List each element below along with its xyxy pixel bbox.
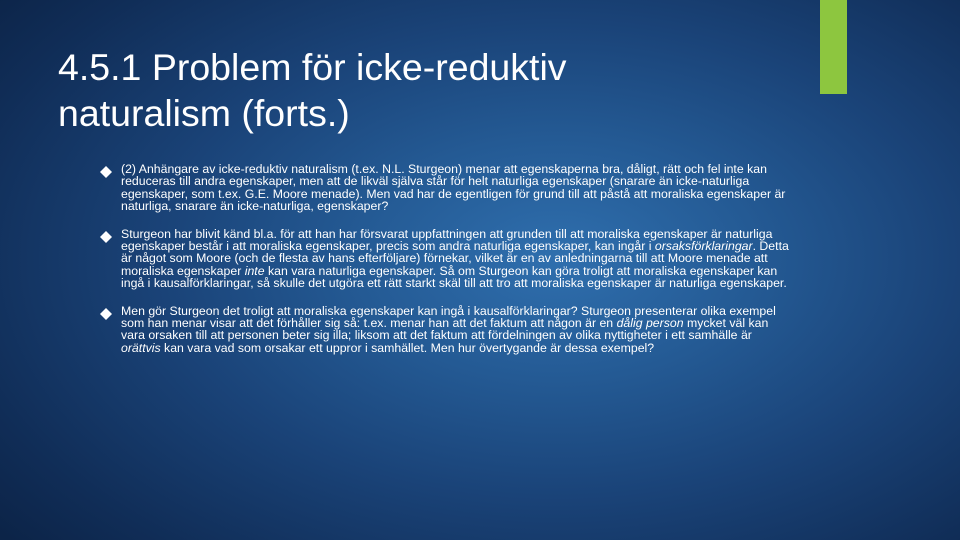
bullet-text-emphasis: orättvis: [121, 340, 161, 355]
bullet-text-part: kan vara naturliga egenskaper. Så om Sturgeon kan göra troligt att moraliska egenskaper kan ingå i kausalförklaringar, så skulle det utgöra ett rätt starkt skäl till att tro att moraliska egenskaper är naturliga egenskaper.: [121, 263, 787, 291]
bullet-item-2: [100, 228, 790, 290]
bullet-text-part: mycket väl kan vara orsaken till att personen beter sig illa; liksom att det faktum att fördelningen av olika nyttigheter i ett samhälle är: [121, 316, 769, 343]
diamond-bullet-icon: [100, 231, 112, 243]
accent-bar: [820, 0, 847, 94]
bullet-text-emphasis: dålig person: [616, 316, 684, 331]
bullet-text-part: kan vara vad som orsakar ett uppror i samhället. Men hur övertygande är dessa exempel?: [160, 340, 655, 355]
bullet-item-3: [100, 305, 790, 355]
bullet-text-part: . Detta är något som Moore (och de flesta av hans efterföljare) förnekar, vilket är en av anledningarna till att Moore menade att moraliska egenskaper: [121, 239, 789, 278]
bullet-text-part: Men gör Sturgeon det troligt att moraliska egenskaper kan ingå i kausalförklaringar? Sturgeon presenterar olika exempel som han menar visar att det förhåller sig så: t.ex. menar han att det faktum att någon är en: [121, 303, 776, 331]
slide-title: [58, 44, 798, 136]
slide-title-line-1: 4.5.1 Problem för icke-reduktiv: [58, 46, 567, 88]
diamond-bullet-icon: [100, 308, 112, 320]
bullet-text: (2) Anhängare av icke-reduktiv naturalism (t.ex. N.L. Sturgeon) menar att egenskaperna bra, dåligt, rätt och fel inte kan reduceras till andra egenskaper, men att de likväl själva står för helt naturliga egenskaper (snarare än icke-naturliga egenskaper, som t.ex. G.E. Moore menade). Men vad har de egentligen för grund till att påstå att moraliska egenskaper är naturliga, snarare än icke-naturliga, egenskaper?: [121, 162, 786, 214]
bullet-text-part: Sturgeon har blivit känd bl.a. för att han har försvarat uppfattningen att grunden till att moraliska egenskaper är naturliga egenskaper består i att moraliska egenskaper, precis som andra naturliga egenskaper, kan ingår i: [121, 226, 773, 254]
diamond-bullet-icon: [100, 166, 112, 178]
slide-title-line-2: naturalism (forts.): [58, 92, 350, 134]
bullet-item-1: [100, 163, 790, 213]
bullet-text-emphasis: inte: [244, 263, 265, 278]
bullet-list: [100, 163, 790, 369]
bullet-text-emphasis: orsaksförklaringar: [654, 239, 753, 254]
